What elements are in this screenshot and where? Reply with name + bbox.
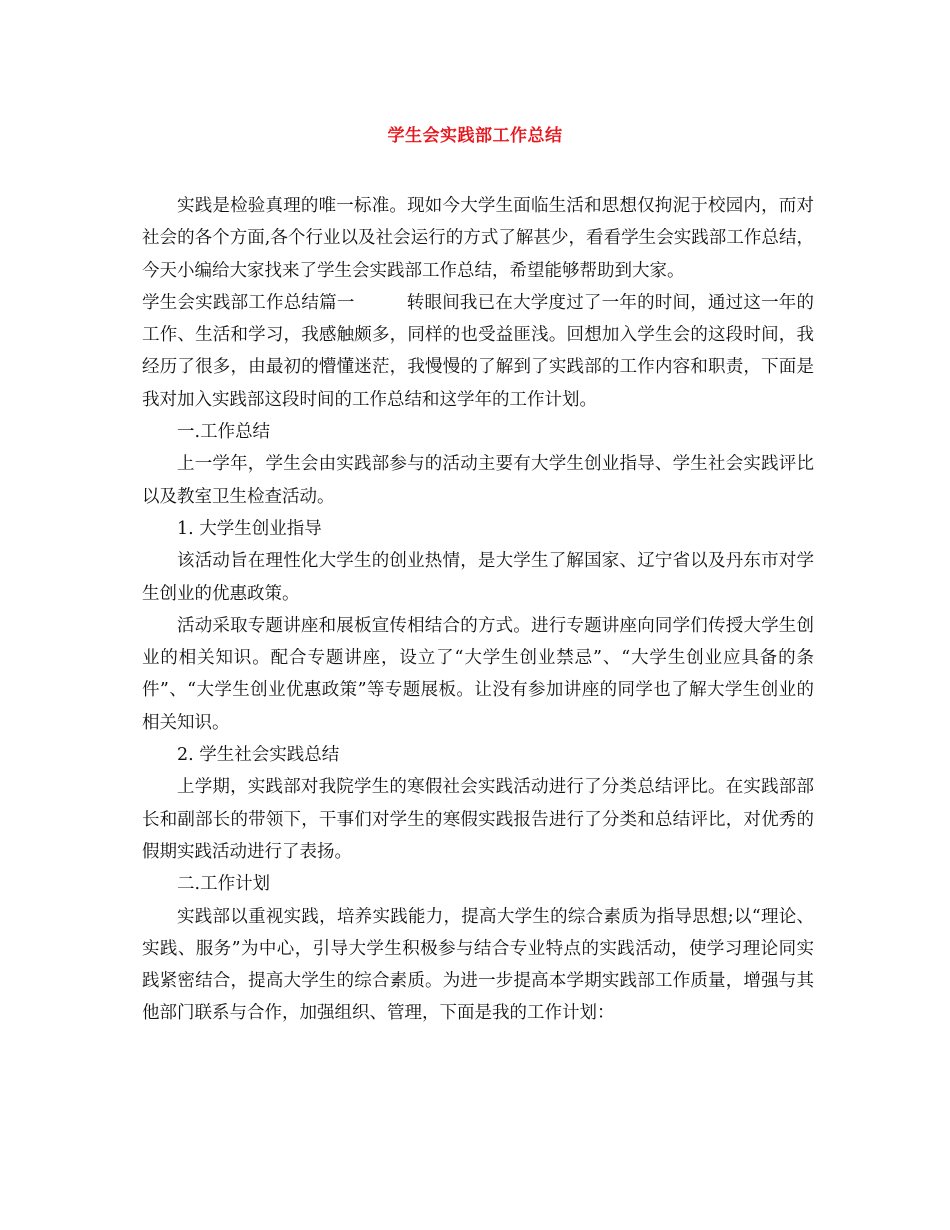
paragraph-entrepreneurship-purpose: 该活动旨在理性化大学生的创业热情，是大学生了解国家、辽宁省以及丹东市对学生创业的优惠政策。 bbox=[142, 551, 814, 604]
document-title: 学生会实践部工作总结 bbox=[387, 126, 563, 146]
heading-work-summary: 一.工作总结 bbox=[177, 422, 271, 443]
heading-social-practice-summary: 2. 学生社会实践总结 bbox=[177, 745, 340, 766]
paragraph-entrepreneurship-method: 活动采取专题讲座和展板宣传相结合的方式。进行专题讲座向同学们传授大学生创业的相关知识。配合专题讲座，设立了“大学生创业禁忌”、“大学生创业应具备的条件”、“大学生创业优惠政策”等专题展板。让没有参加讲座的同学也了解大学生创业的相关知识。 bbox=[142, 615, 814, 733]
heading-work-plan: 二.工作计划 bbox=[177, 874, 271, 895]
heading-entrepreneurship-guidance: 1. 大学生创业指导 bbox=[177, 518, 322, 539]
paragraph-part-one bbox=[142, 287, 814, 416]
paragraph-social-practice: 上学期，实践部对我院学生的寒假社会实践活动进行了分类总结评比。在实践部部长和副部长的带领下，干事们对学生的寒假实践报告进行了分类和总结评比，对优秀的假期实践活动进行了表扬。 bbox=[142, 777, 814, 862]
paragraph-work-plan: 实践部以重视实践，培养实践能力，提高大学生的综合素质为指导思想;以“理论、实践、服务”为中心，引导大学生积极参与结合专业特点的实践活动，使学习理论同实践紧密结合，提高大学生的综合素质。为进一步提高本学期实践部工作质量，增强与其他部门联系与合作，加强组织、管理，下面是我的工作计划： bbox=[142, 906, 814, 1024]
document-body bbox=[142, 190, 814, 1030]
paragraph-summary-overview: 上一学年，学生会由实践部参与的活动主要有大学生创业指导、学生社会实践评比以及教室卫生检查活动。 bbox=[142, 454, 814, 507]
paragraph-intro: 实践是检验真理的唯一标准。现如今大学生面临生活和思想仅拘泥于校园内，而对社会的各个方面,各个行业以及社会运行的方式了解甚少，看看学生会实践部工作总结，今天小编给大家找来了学生会实践部工作总结，希望能够帮助到大家。 bbox=[142, 196, 814, 281]
section-heading-part-one: 学生会实践部工作总结篇一 bbox=[142, 292, 355, 313]
paragraph-part-one-text: 转眼间我已在大学度过了一年的时间，通过这一年的工作、生活和学习，我感触颇多，同样的也受益匪浅。回想加入学生会的这段时间，我经历了很多，由最初的懵懂迷茫，我慢慢的了解到了实践部的工作内容和职责，下面是我对加入实践部这段时间的工作总结和这学年的工作计划。 bbox=[142, 292, 815, 410]
